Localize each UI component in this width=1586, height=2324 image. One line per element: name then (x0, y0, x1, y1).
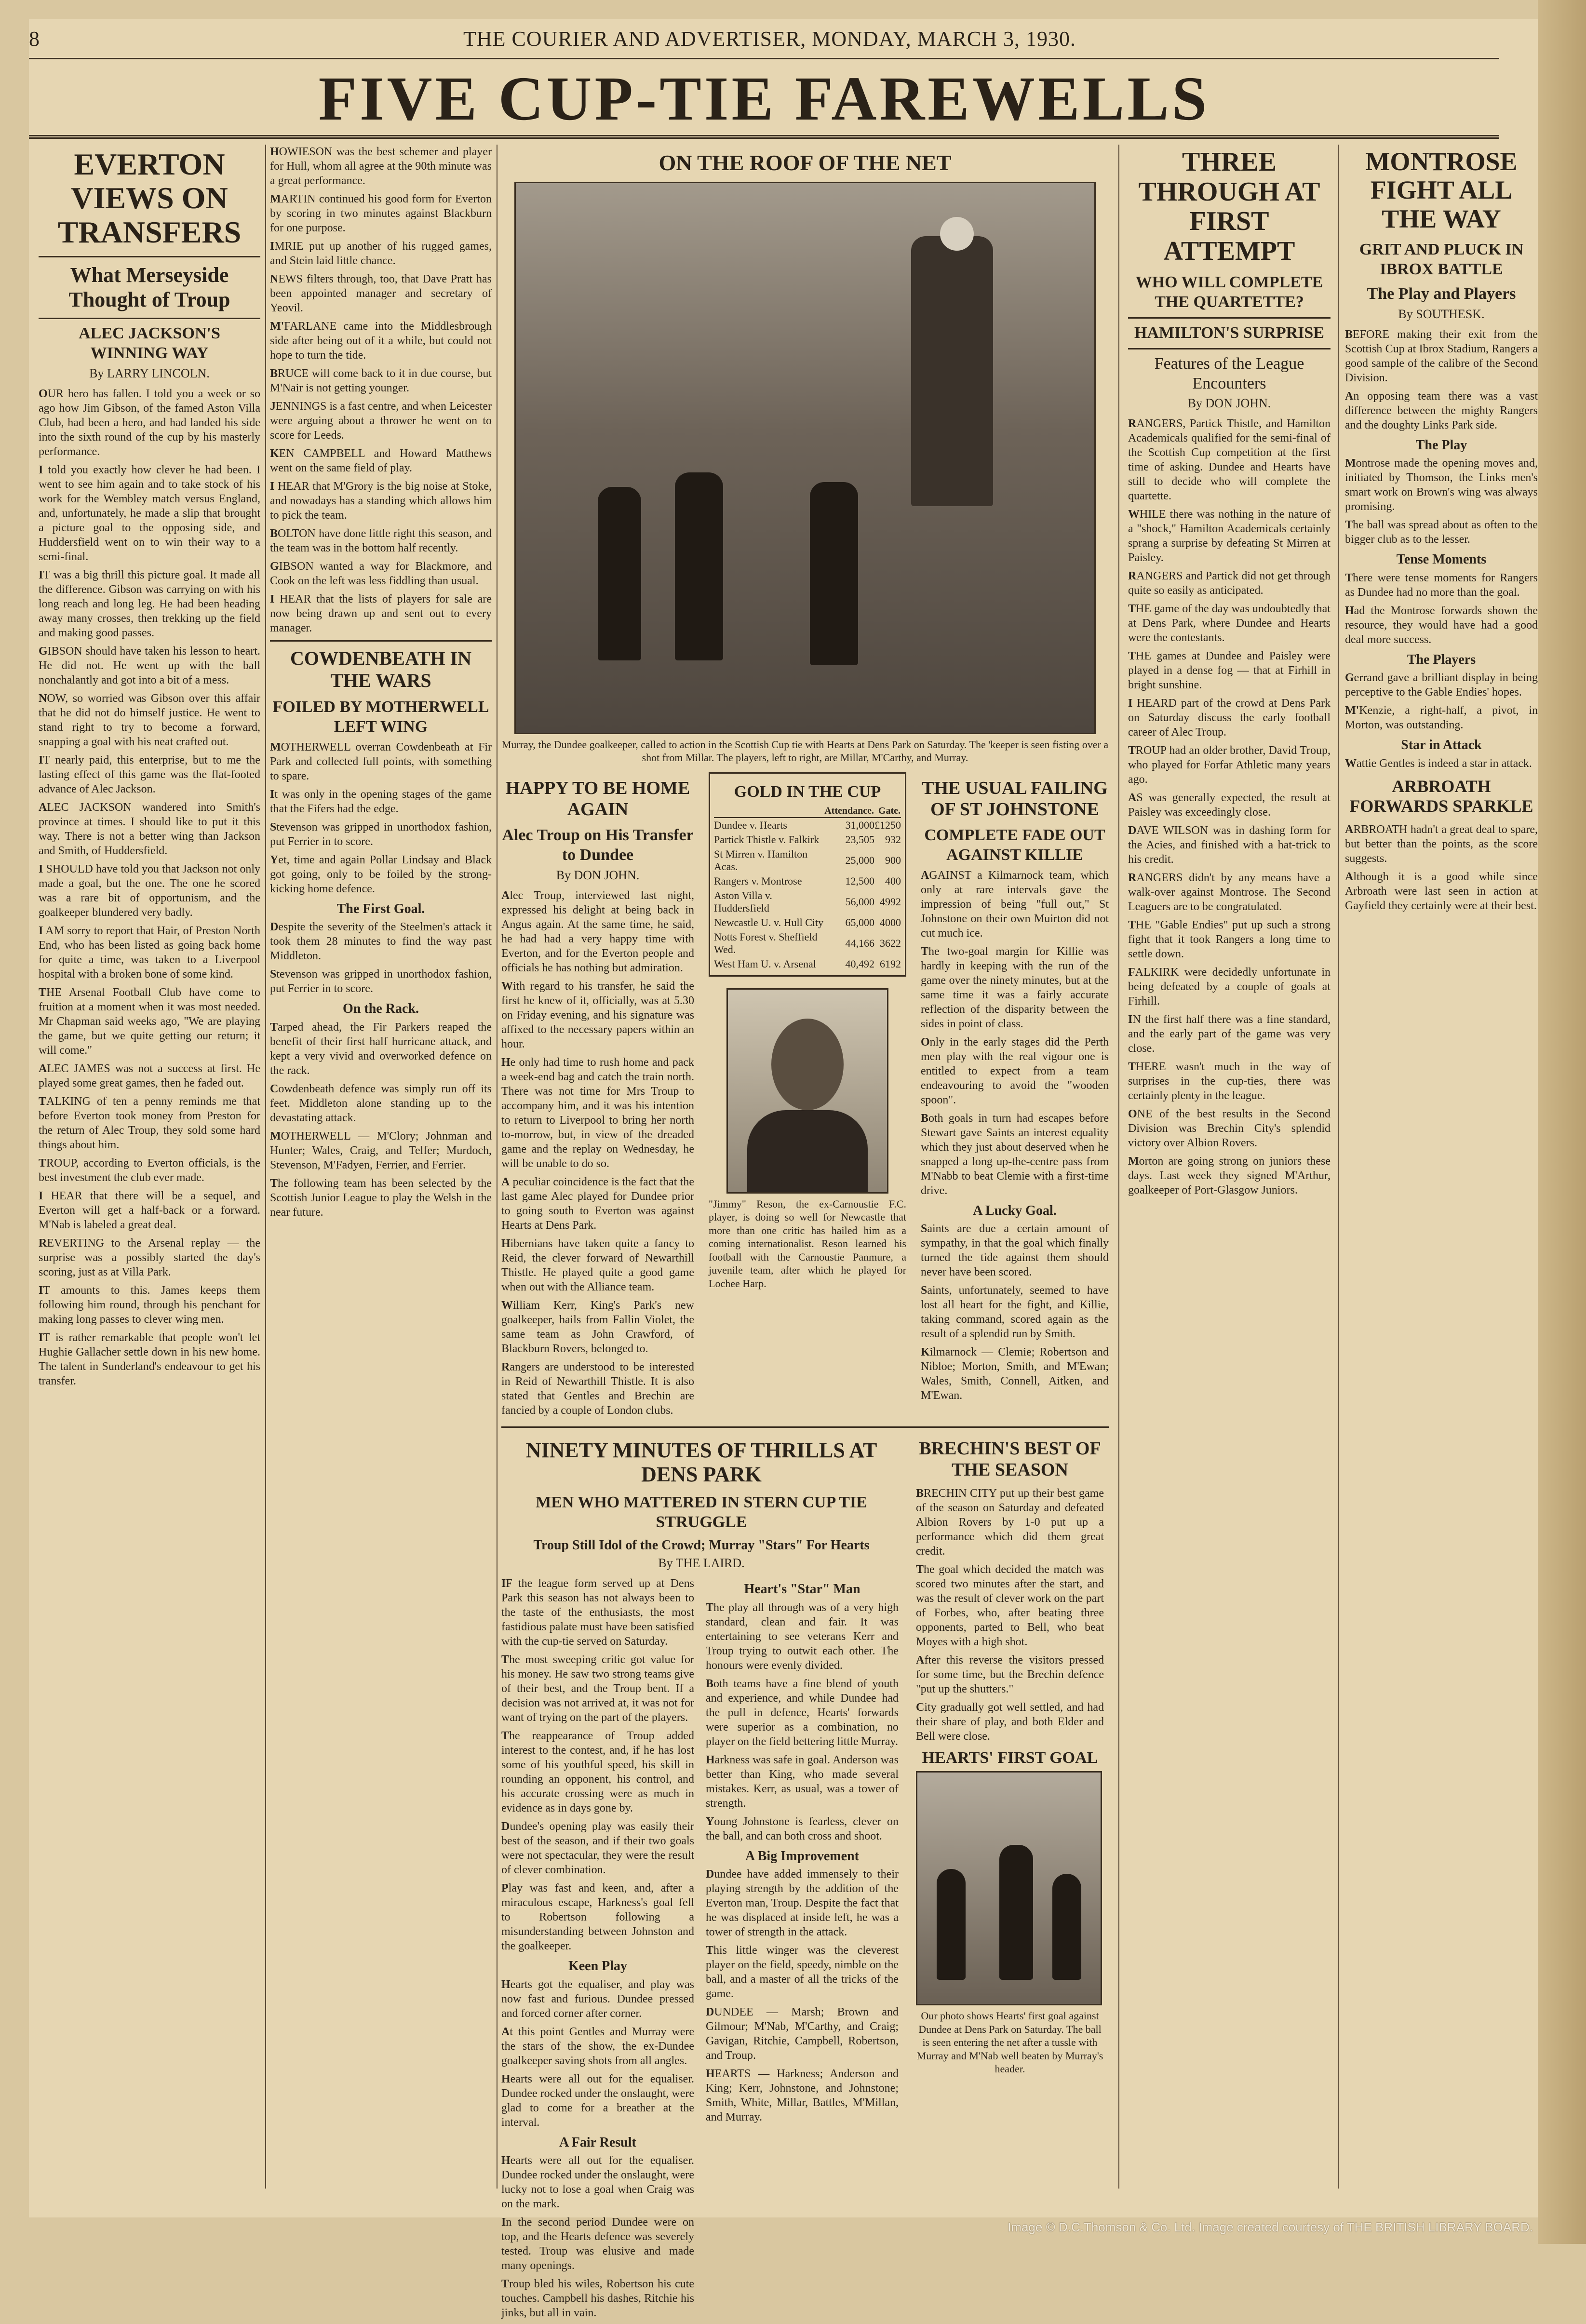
paragraph: DAVE WILSON was in dashing form for the Acies, and finished with a hat-trick to his credit. (1128, 824, 1331, 866)
cell-gate: 932 (885, 833, 901, 846)
paragraph: M'FARLANE came into the Middlesbrough side after being out of it a while, but could not hope to turn the tide. (270, 320, 492, 362)
paragraph: The goal which decided the match was scored two minutes after the start, and was the result of clever work on the part of Forbes, who, after beating three opponents, parted to Bell, who beat Moyes with a high shot. (916, 1563, 1104, 1649)
byline: By DON JOHN. (1187, 396, 1271, 411)
match-photo (514, 182, 1096, 734)
divider (39, 318, 260, 319)
paragraph: BRUCE will come back to it in due course, but M'Nair is not getting younger. (270, 367, 492, 394)
paragraph: REVERTING to the Arsenal replay — the surprise was a possibly started the day's scoring, just as at Villa Park. (39, 1236, 260, 1278)
sub-column-st-johnstone (921, 772, 1109, 1422)
cell-match: Partick Thistle v. Falkirk (714, 833, 820, 846)
paragraph: IMRIE put up another of his rugged games, and Stein laid little chance. (270, 240, 492, 267)
cell-gate: 900 (885, 854, 901, 866)
article-subheadline: FOILED BY MOTHERWELL LEFT WING (272, 698, 489, 736)
paragraph: The ball was spread about as often to the bigger club as to the lesser. (1345, 519, 1538, 546)
player-figure (810, 482, 858, 665)
divider (1128, 317, 1331, 319)
paragraph: HEARTS — Harkness; Anderson and King; Kerr, Johnstone, and Johnstone; Smith, White, Millar, Battles, M'Millan, and Murray. (706, 2068, 899, 2124)
paragraph: TALKING of ten a penny reminds me that before Everton took money from Preston for the return of Alec Troup, they sold some hard things about him. (39, 1095, 260, 1151)
paragraph: Dundee have added immensely to their playing strength by the addition of the Everton man, Troup. Despite the fact that he was displaced at inside left, he was a tower of strength in the attack. (706, 1868, 899, 1939)
article-body (1345, 456, 1538, 547)
article-body (501, 1576, 694, 1953)
section-subhead: The Players (1407, 652, 1476, 667)
paragraph: NEWS filters through, too, that Dave Pratt has been appointed manager and secretary of Yeovil. (270, 273, 492, 314)
paragraph: The following team has been selected by the Scottish Junior League to play the Welsh in the near future. (270, 1177, 492, 1219)
paragraph: At this point Gentles and Murray were the stars of the show, the ex-Dundee goalkeeper saving shots from all angles. (501, 2025, 694, 2067)
ninety-minutes-article (501, 1433, 901, 2324)
sub-column-troup (501, 772, 694, 1422)
paragraph: Only in the early stages did the Perth men play with the real vigour one is entitled to expect from a team endeavouring to avoid the "wooden spoon". (921, 1035, 1109, 1106)
paragraph: WHILE there was nothing in the nature of a "shock," Hamilton Academicals certainly sprang a surprise by defeating St Mirren at Paisley. (1128, 508, 1331, 564)
table-row (714, 874, 901, 888)
article-body (39, 387, 260, 1388)
text-column (501, 1576, 694, 2324)
article-subheadline: MEN WHO MATTERED IN STERN CUP TIE STRUGGLE (536, 1493, 867, 1531)
article-headline: NINETY MINUTES OF THRILLS AT DENS PARK (525, 1438, 877, 1487)
paragraph: ALEC JAMES was not a success at first. He played some great games, then he faded out. (39, 1062, 260, 1089)
paragraph: ONE of the best results in the Second Division was Brechin City's splendid victory over Albion Rovers. (1128, 1108, 1331, 1150)
article-headline: BRECHIN'S BEST OF THE SEASON (919, 1438, 1101, 1480)
paragraph: Stevenson was gripped in unorthodox fashion, put Ferrier in to score. (270, 820, 492, 848)
paragraph: TROUP had an older brother, David Troup, who played for Forfar Athletic many years ago. (1128, 744, 1331, 786)
paragraph: IF the league form served up at Dens Park this season has not always been to the taste of the enthusiasts, the most fastidious palate must have been satisfied with the cup-tie served on Saturday. (501, 1577, 694, 1648)
paragraph: THE "Gable Endies" put up such a strong fight that it took Rangers a long time to settle down. (1128, 919, 1331, 961)
paragraph: Wattie Gentles is indeed a star in attack. (1345, 757, 1532, 770)
paragraph: I SHOULD have told you that Jackson not only made a goal, but the one. The one he scored was a rare bit of opportunism, and the goalkeeper blundered very badly. (39, 862, 260, 919)
byline: By LARRY LINCOLN. (89, 366, 210, 380)
paragraph: THE game of the day was undoubtedly that at Dens Park, where Dundee and Hearts were the contestants. (1128, 603, 1331, 645)
paragraph: GIBSON should have taken his lesson to heart. He did not. He went up with the ball nonchalantly and got into a bit of a mess. (39, 645, 260, 686)
paragraph: Hearts were all out for the equaliser. Dundee rocked under the onslaught, were lucky not to lose a goal when Craig was on the mark. (501, 2154, 694, 2211)
newspaper-title: THE COURIER AND ADVERTISER, MONDAY, MARCH 3, 1930. (463, 27, 1076, 51)
section-subhead: On the Rack. (343, 1001, 419, 1017)
paragraph: Harkness was safe in goal. Anderson was better than King, who made several mistakes. Kerr, as usual, was a tower of strength. (706, 1753, 899, 1810)
paragraph: DUNDEE — Marsh; Brown and Gilmour; M'Nab, M'Carthy, and Craig; Gavigan, Ritchie, Campbell, Robertson, and Troup. (706, 2006, 899, 2062)
paragraph: He only had time to rush home and pack a week-end bag and catch the train north. There was not time for Mrs Troup to accompany him, and it was his intention to return to Liverpool to bring her north to-morrow, but, in view of the dreaded game and the replay on Wednesday, he will be unable to do so. (501, 1056, 694, 1170)
cell-gate: 4992 (880, 895, 901, 908)
paragraph: City gradually got well settled, and had their share of play, and both Elder and Bell were close. (916, 1701, 1104, 1743)
byline: By THE LAIRD. (658, 1556, 745, 1571)
cell-match: St Mirren v. Hamilton Acas. (714, 847, 808, 873)
paragraph: I told you exactly how clever he had been. I went to see him again and to take stock of his work for the Wembley match versus England, and, unfortunately, he made a slip that brought a picture goal to the opposing side, and Huddersfield went on to win their way to a semi-final. (39, 463, 260, 563)
article-body (1128, 416, 1331, 1197)
cell-match: Dundee v. Hearts (714, 819, 787, 831)
byline: By SOUTHESK. (1398, 307, 1485, 321)
article-subheadline: Troup Still Idol of the Crowd; Murray "Stars" For Hearts (533, 1537, 870, 1553)
article-headline: THE USUAL FAILING OF ST JOHNSTONE (922, 778, 1108, 819)
portrait-caption: "Jimmy" Reson, the ex-Carnoustie F.C. player, is doing so well for Newcastle that more than one critic has hailed him as a coming internationalist. Reson learned his football with the Carnoustie Panmure, a juvenile team, after which he played for Lochee Harp. (709, 1197, 906, 1290)
paragraph: NOW, so worried was Gibson over this affair that he did not do himself justice. He went to stand right to try to become a forward, snapping a goal with his neat crafted out. (39, 692, 260, 748)
photo-headline: HEARTS' FIRST GOAL (922, 1749, 1098, 1767)
paragraph: KEN CAMPBELL and Howard Matthews went on the same field of play. (270, 447, 492, 474)
cell-attendance: 44,166 (845, 937, 874, 949)
paragraph: IT amounts to this. James keeps them following him round, through his penchant for making long passes to clever wing men. (39, 1284, 260, 1326)
player-figure (1052, 1874, 1081, 1980)
cell-match: Rangers v. Montrose (714, 874, 802, 887)
article-headline: MONTROSE FIGHT ALL THE WAY (1365, 147, 1518, 233)
paragraph: RANGERS, Partick Thistle, and Hamilton Academicals qualified for the semi-final of the Scottish Cup competition at the first time of asking. Dundee and Hearts have still to decide who will complete the quartette. (1128, 417, 1331, 503)
paragraph: I HEAR that the lists of players for sale are now being drawn up and sent out to every manager. (270, 593, 492, 634)
portrait-shoulders (747, 1110, 868, 1192)
col-header-match (714, 805, 824, 818)
cell-gate: 3622 (880, 937, 901, 949)
paragraph: Montrose made the opening moves and, initiated by Thomson, the Links men's smart work on Brown's wing was always promising. (1345, 457, 1538, 513)
article-headline: ARBROATH FORWARDS SPARKLE (1349, 776, 1533, 816)
paragraph: I HEAR that M'Grory is the big noise at Stoke, and nowadays has a standing which allows him to pick the team. (270, 480, 492, 522)
image-credit: Image © D.C.Thomson & Co. Ltd. Image created courtesy of THE BRITISH LIBRARY BOARD. (1008, 2220, 1533, 2234)
cell-match: Aston Villa v. Huddersfield (714, 889, 772, 914)
paragraph: RANGERS didn't by any means have a walk-over against Montrose. The Second Leaguers are to be congratulated. (1128, 872, 1331, 913)
paragraph: AS was generally expected, the result at Paisley was exceedingly close. (1128, 792, 1331, 819)
page-number: 8 (29, 27, 40, 51)
paragraph: William Kerr, King's Park's new goalkeeper, hails from Fallin Violet, the same team as John Crawford, of Blackburn Rovers, belonged to. (501, 1299, 694, 1355)
paragraph: RANGERS and Partick did not get through quite so easily as anticipated. (1128, 570, 1331, 597)
goalkeeper-figure (911, 236, 993, 506)
paragraph: I AM sorry to report that Hair, of Preston North End, who has been listed as going back home for quite a time, was taken to a Liverpool hospital with a broken bone of some kind. (39, 924, 260, 981)
paragraph: ARBROATH hadn't a great deal to spare, but better than the points, as the score suggests. (1345, 823, 1538, 865)
section-subhead: Tense Moments (1396, 552, 1487, 567)
player-figure (937, 1869, 966, 1980)
cell-gate: 4000 (880, 916, 901, 928)
section-subhead: Star in Attack (1401, 738, 1482, 753)
masthead (29, 19, 1499, 59)
paragraph: OUR hero has fallen. I told you a week or so ago how Jim Gibson, of the famed Aston Villa Club, had been a hero, and had landed his side into the sixth round of the cup by his masterly performance. (39, 387, 260, 458)
article-body (1345, 571, 1538, 647)
photo-headline: ON THE ROOF OF THE NET (659, 150, 952, 175)
paragraph: Kilmarnock — Clemie; Robertson and Nibloe; Morton, Smith, and M'Ewan; Wales, Smith, Connell, Aitken, and M'Ewan. (921, 1346, 1109, 1402)
article-headline: EVERTON VIEWS ON TRANSFERS (57, 147, 242, 249)
paragraph: FALKIRK were decidedly unfortunate in being defeated by a couple of goals at Firhill. (1128, 966, 1331, 1008)
paragraph: In the second period Dundee were on top, and the Hearts defence was severely tested. Troup was elusive and made many openings. (501, 2216, 694, 2272)
paragraph: With regard to his transfer, he said the first he knew of it, officially, was at 5.30 on Friday evening, and his signature was affixed to the necessary papers within an hour. (501, 980, 694, 1050)
section-subhead: Keen Play (568, 1959, 628, 1974)
column-rule (1338, 145, 1339, 2189)
column-league (1128, 145, 1331, 2189)
table-row (714, 915, 901, 930)
divider (39, 256, 260, 257)
paragraph: Young Johnstone is fearless, clever on the ball, and can both cross and shoot. (706, 1815, 899, 1842)
divider (501, 1426, 1109, 1428)
photo-caption: Murray, the Dundee goalkeeper, called to action in the Scottish Cup tie with Hearts at Dens Park on Saturday. The 'keeper is seen fisting over a shot from Millar. The players, left to right, are Millar, M'Carthy, and Murray. (501, 738, 1109, 764)
paragraph: M'Kenzie, a right-half, a pivot, in Morton, was outstanding. (1345, 704, 1538, 732)
paragraph: The most sweeping critic got value for his money. He saw two strong teams give of their best, and the Troup bent. If a decision was not arrived at, it was not for want of trying on the part of the players. (501, 1653, 694, 1724)
player-figure (598, 487, 641, 660)
sub-column-brechin (916, 1433, 1104, 2324)
photo-caption: Our photo shows Hearts' first goal against Dundee at Dens Park on Saturday. The ball is seen entering the net after a tussle with Murray and M'Nab well beaten by Murray's header. (916, 2010, 1103, 2075)
section-subhead: Heart's "Star" Man (744, 1582, 860, 1597)
paragraph: Rangers are understood to be interested in Reid of Newarthill Thistle. It is also stated that Gentles and Brechin are fancied by a couple of London clubs. (501, 1360, 694, 1417)
paragraph: The reappearance of Troup added interest to the contest, and, if he has lost some of his youthful speed, his skill in rounding an opponent, his control, and his accurate crossing were as much in evidence as in days gone by. (501, 1730, 694, 1815)
table-row (714, 930, 901, 957)
paragraph: Cowdenbeath defence was simply run off its feet. Middleton alone standing up to the devastating attack. (270, 1082, 492, 1124)
paragraph: Gerrand gave a brilliant display in being perceptive to the Gable Endies' hopes. (1345, 672, 1538, 699)
article-body (1345, 822, 1538, 913)
paragraph: Saints are due a certain amount of sympathy, in that the goal which finally turned the tide against them should never have been scored. (921, 1222, 1109, 1279)
article-body (1345, 756, 1538, 771)
article-body (270, 1020, 492, 1220)
paragraph: Hibernians have taken quite a fancy to Reid, the clever forward of Newarthill Thistle. He played quite a good game when out with the Alliance team. (501, 1237, 694, 1293)
table-row (714, 818, 901, 833)
article-body (1345, 327, 1538, 432)
page-headline: FIVE CUP-TIE FAREWELLS (29, 63, 1499, 139)
player-figure (675, 472, 723, 660)
table-row (714, 833, 901, 847)
portrait-photo (726, 988, 888, 1194)
column-rule (265, 145, 266, 2189)
article-body (706, 1867, 899, 2124)
article-body (501, 888, 694, 1418)
article-subheadline: Alec Troup on His Transfer to Dundee (502, 826, 694, 864)
ball (940, 217, 974, 251)
adjacent-page-edge (1538, 0, 1586, 2244)
paragraph: BEFORE making their exit from the Scottish Cup at Ibrox Stadium, Rangers a good sample of the calibre of the Second Division. (1345, 328, 1538, 384)
cell-attendance: 12,500 (845, 874, 874, 887)
paragraph: Despite the severity of the Steelmen's attack it took them 28 minutes to find the way past Middleton. (270, 921, 492, 963)
paragraph: MARTIN continued his good form for Everton by scoring in two minutes against Blackburn for one purpose. (270, 193, 492, 234)
table-row (714, 847, 901, 874)
paragraph: HOWIESON was the best schemer and player for Hull, whom all agree at the 90th minute was a great performance. (270, 146, 492, 187)
article-body (270, 920, 492, 996)
paragraph: I HEARD part of the crowd at Dens Park on Saturday discuss the early football career of Alec Troup. (1128, 697, 1331, 739)
paragraph: This little winger was the cleverest player on the field, speedy, nimble on the ball, and a master of all the tricks of the game. (706, 1944, 899, 2001)
paragraph: TROUP, according to Everton officials, is the best investment the club ever made. (39, 1156, 260, 1184)
article-headline: COWDENBEATH IN THE WARS (290, 647, 471, 691)
article-body (706, 1600, 899, 1843)
paragraph: Play was fast and keen, and, after a miraculous escape, Harkness's goal fell to Robertson following a misunderstanding between Johnston and the goalkeeper. (501, 1882, 694, 1953)
table-row (714, 957, 901, 971)
cell-match: Notts Forest v. Sheffield Wed. (714, 930, 818, 955)
col-header-gate: Gate. (874, 805, 901, 818)
paragraph: IT was a big thrill this picture goal. It made all the difference. Gibson was carrying on with his long reach and long leg. He had been heading away many crosses, then trekking up the field and making good passes. (39, 568, 260, 639)
paragraph: The play all through was of a very high standard, clean and fair. It was entertaining to see veterans Kerr and Troup trying to outwit each other. The honours were evenly divided. (706, 1601, 899, 1672)
paragraph: Although it is a good while since Arbroath were last seen in action at Gayfield they certainly were at their best. (1345, 870, 1538, 912)
cell-attendance: 23,505 (845, 833, 874, 846)
article-body (501, 2153, 694, 2320)
cell-gate: 6192 (880, 957, 901, 970)
cell-gate: £1250 (874, 819, 901, 831)
paragraph: After this reverse the visitors pressed for some time, but the Brechin defence "put up the shutters." (916, 1654, 1104, 1696)
paragraph: Dundee's opening play was easily their best of the season, and if their two goals were not spectacular, they were the result of clever combination. (501, 1820, 694, 1877)
cell-match: West Ham U. v. Arsenal (714, 957, 816, 970)
paragraph: It was only in the opening stages of the game that the Fifers had the edge. (270, 788, 492, 815)
paragraph: IN the first half there was a fine standard, and the early part of the game was very close. (1128, 1013, 1331, 1055)
sub-column-gold (709, 772, 906, 1422)
paragraph: Alec Troup, interviewed last night, expressed his delight at being back in Angus again. At the same time, he said, he had had a very happy time with Everton, and for the Everton people and officials he has nothing but admiration. (501, 889, 694, 974)
section-subhead: The Play (1415, 437, 1467, 453)
cell-match: Newcastle U. v. Hull City (714, 916, 824, 928)
article-headline: THREE THROUGH AT FIRST ATTEMPT (1138, 147, 1320, 266)
paragraph: IT is rather remarkable that people won't let Hughie Gallacher settle down in his new home. The talent in Sunderland's endeavour to get his transfer. (39, 1331, 260, 1387)
paragraph: Had the Montrose forwards shown the resource, they would have had a good deal more success. (1345, 604, 1538, 646)
divider (270, 640, 492, 642)
gold-table (714, 805, 901, 971)
text-column (706, 1576, 899, 2324)
paragraph: JENNINGS is a fast centre, and when Leicester were arguing about a thrower he went on to score for Leeds. (270, 400, 492, 442)
cell-attendance: 65,000 (845, 916, 874, 928)
article-body (270, 145, 492, 635)
article-subheadline: WHO WILL COMPLETE THE QUARTETTE? (1135, 273, 1323, 311)
article-body (921, 868, 1109, 1198)
divider (1128, 348, 1331, 349)
paragraph: Troup bled his wiles, Robertson his cute touches. Campbell his dashes, Ritchie his jinks, but all in vain. (501, 2278, 694, 2320)
paragraph: MOTHERWELL overran Cowdenbeath at Fir Park and collected full points, with something to spare. (270, 740, 492, 782)
paragraph: AGAINST a Kilmarnock team, which only at rare intervals gave the impression of being "full out," St Johnstone on their own Muirton did not cut much ice. (921, 869, 1109, 940)
column-everton (39, 145, 260, 2189)
portrait-head (771, 1019, 844, 1110)
paragraph: BOLTON have done little right this season, and the team was in the bottom half recently. (270, 527, 492, 554)
table-title: GOLD IN THE CUP (734, 782, 881, 801)
paragraph: GIBSON wanted a way for Blackmore, and Cook on the left was less fiddling than usual. (270, 560, 492, 587)
section-subhead: A Lucky Goal. (973, 1203, 1057, 1218)
gold-in-cup-box (709, 772, 906, 977)
section-subhead: A Fair Result (559, 2135, 636, 2150)
col-header-attendance: Attendance. (824, 805, 874, 818)
article-subheadline: Features of the League Encounters (1154, 354, 1304, 392)
table-row (714, 888, 901, 915)
paragraph: Stevenson was gripped in unorthodox fashion, put Ferrier in to score. (270, 968, 492, 995)
paragraph: I HEAR that there will be a sequel, and Everton will get a half-back or a forward. M'Nab is labeled a great deal. (39, 1189, 260, 1231)
paragraph: THERE wasn't much in the way of surprises in the cup-ties, there was certainly plenty in the league. (1128, 1061, 1331, 1102)
paragraph: THE Arsenal Football Club have come to fruition at a moment when it was most needed. Mr Chapman said weeks ago, "We are playing the game, but we quite getting our return; it will come." (39, 986, 260, 1057)
article-body (270, 740, 492, 896)
article-subheadline: The Play and Players (1367, 284, 1516, 303)
article-body (501, 1977, 694, 2130)
paragraph: The two-goal margin for Killie was hardly in keeping with the run of the game over the ninety minutes, but at the same time it was a fairly accurate reflection of the disparity between the sides in point of class. (921, 945, 1109, 1030)
cell-attendance: 40,492 (845, 957, 874, 970)
paragraph: An opposing team there was a vast difference between the mighty Rangers and the doughty Links Park side. (1345, 390, 1538, 431)
paragraph: Hearts were all out for the equaliser. Dundee rocked under the onslaught, were glad to come for a breather at the interval. (501, 2072, 694, 2129)
paragraph: ALEC JACKSON wandered into Smith's province at times. I should like to put it this way. There is not a better wing than Jackson and Smith, of Huddersfield. (39, 801, 260, 857)
section-subhead: The First Goal. (336, 901, 425, 916)
cell-gate: 400 (885, 874, 901, 887)
cell-attendance: 56,000 (845, 895, 874, 908)
article-subheadline: COMPLETE FADE OUT AGAINST KILLIE (924, 826, 1105, 864)
paragraph: MOTHERWELL — M'Clory; Johnman and Hunter; Wales, Craig, and Telfer; Murdoch, Stevenson, M'Fadyen, Ferrier, and Ferrier. (270, 1129, 492, 1171)
paragraph: Hearts got the equaliser, and play was now fast and furious. Dundee pressed and forced corner after corner. (501, 1978, 694, 2020)
cell-attendance: 25,000 (845, 854, 874, 866)
column-center (501, 145, 1109, 2320)
paragraph: There were tense moments for Rangers as Dundee had no more than the goal. (1345, 571, 1538, 599)
paragraph: BRECHIN CITY put up their best game of the season on Saturday and defeated Albion Rovers by 1-0 put up a performance which did them great credit. (916, 1487, 1104, 1558)
column-notes (270, 145, 492, 2189)
article-body (916, 1486, 1104, 1744)
column-rule (1118, 145, 1119, 2189)
byline: By DON JOHN. (556, 868, 640, 882)
paragraph: Tarped ahead, the Fir Parkers reaped the benefit of their first half hurricane attack, and kept a very vivid and overworked defence on the rack. (270, 1021, 492, 1077)
player-figure (999, 1845, 1033, 1980)
cell-attendance: 31,000 (845, 819, 874, 831)
article-body (921, 1222, 1109, 1403)
article-subheadline: ALEC JACKSON'S WINNING WAY (79, 324, 220, 363)
article-subheadline: What Merseyside Thought of Troup (68, 263, 230, 311)
paragraph: IT nearly paid, this enterprise, but to me the lasting effect of this game was the flat-footed advance of Alec Jackson. (39, 753, 260, 795)
section-subhead: A Big Improvement (745, 1848, 859, 1864)
paragraph: Both teams have a fine blend of youth and experience, and while Dundee had the pull in defence, Hearts' forwards were superior as a combination, no player on the field bettering little Murray. (706, 1677, 899, 1748)
paragraph: Saints, unfortunately, seemed to have lost all heart for the fight, and Killie, taking command, scored again as the result of a splendid run by Smith. (921, 1284, 1109, 1341)
column-montrose (1345, 145, 1538, 2189)
article-subheadline: GRIT AND PLUCK IN IBROX BATTLE (1359, 241, 1524, 278)
article-body (1345, 671, 1538, 732)
hearts-goal-photo (916, 1771, 1102, 2005)
paragraph: Both goals in turn had escapes before Stewart gave Saints an interest equality which they just about deserved when he snapped a long up-the-centre pass from M'Nabb to beat Clemie with a first-time drive. (921, 1112, 1109, 1197)
paragraph: Morton are going strong on juniors these days. Last week they signed M'Arthur, goalkeeper of Port-Glasgow Juniors. (1128, 1155, 1331, 1197)
article-subheadline: HAMILTON'S SURPRISE (1134, 323, 1324, 342)
paragraph: A peculiar coincidence is the fact that the last game Alec played for Dundee prior to going south to Everton was against Hearts at Dens Park. (501, 1175, 694, 1232)
paragraph: Yet, time and again Pollar Lindsay and Black got going, only to be foiled by the strong-kicking home defence. (270, 853, 492, 895)
paragraph: THE games at Dundee and Paisley were played in a dense fog — that at Firhill in bright sunshine. (1128, 650, 1331, 692)
article-headline: HAPPY TO BE HOME AGAIN (505, 778, 690, 819)
